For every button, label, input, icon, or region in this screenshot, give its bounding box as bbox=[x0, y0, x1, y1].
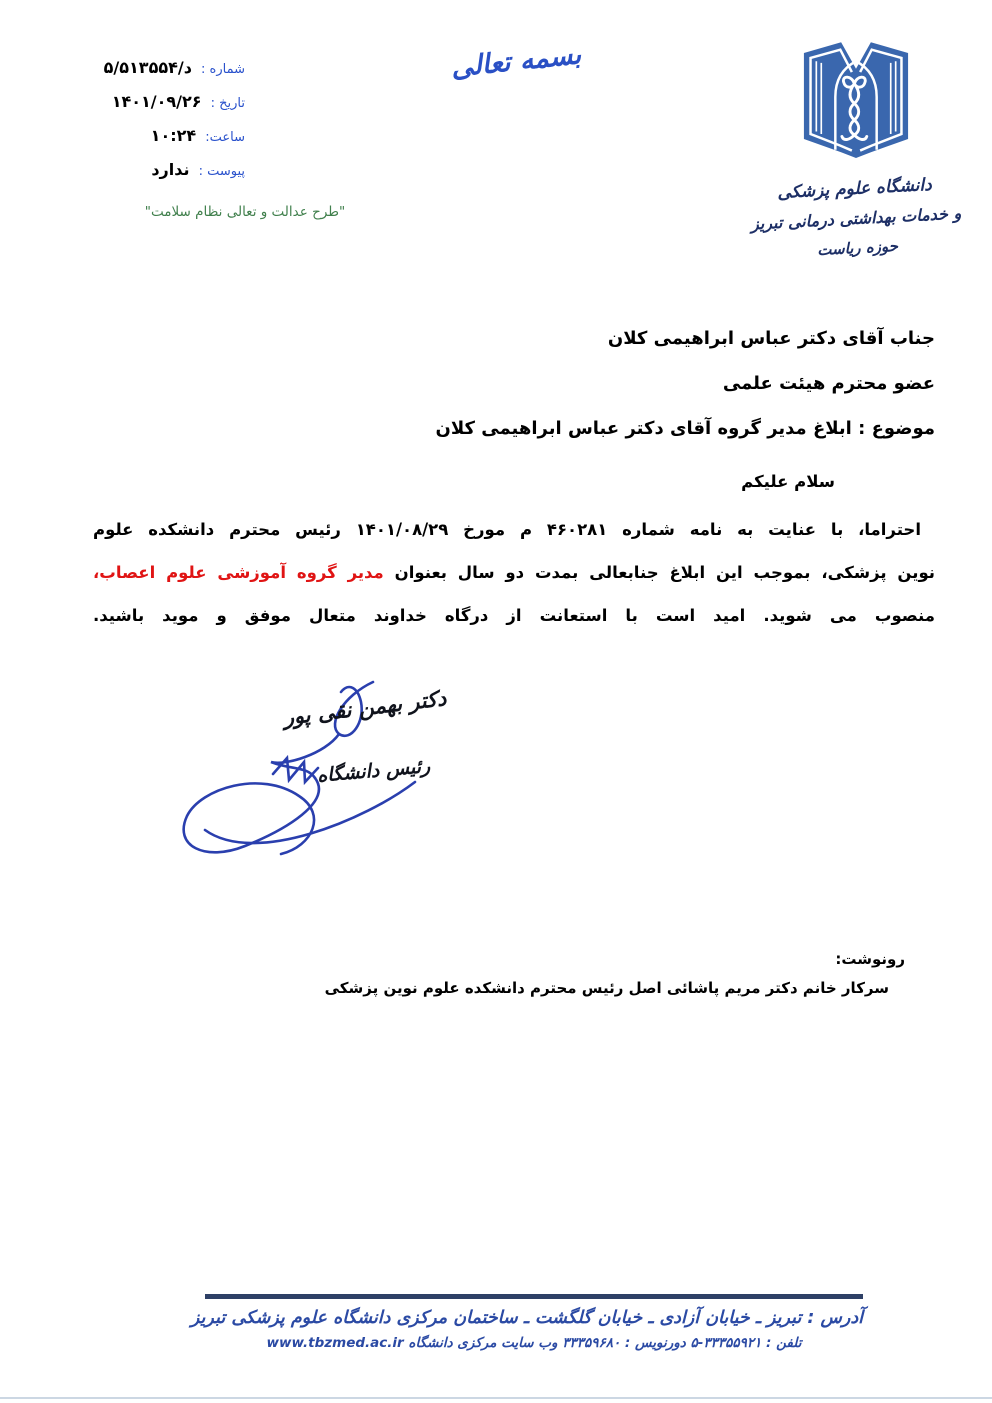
meta-date-value: ۱۴۰۱/۰۹/۲۶ bbox=[111, 92, 202, 111]
meta-number-label: شماره : bbox=[201, 62, 245, 77]
meta-row-attachment bbox=[104, 154, 245, 188]
letter-meta-block bbox=[104, 52, 245, 188]
carbon-copy-block bbox=[93, 950, 905, 997]
body-line-2 bbox=[93, 551, 935, 594]
body-line-1: احتراما، با عنایت به نامه شماره ۴۶۰۲۸۱ م مورخ ۱۴۰۱/۰۸/۲۹ رئیس محترم دانشکده علوم bbox=[93, 520, 921, 539]
footer-address-line: آدرس : تبریز ـ خیابان آزادی ـ خیابان گلگشت ـ ساختمان مرکزی دانشگاه علوم پزشکی تبریز bbox=[190, 1308, 863, 1328]
university-logo-block bbox=[746, 28, 966, 262]
appointment-title-highlight: مدیر گروه آموزشی علوم اعصاب، bbox=[93, 563, 384, 582]
meta-attachment-label: پیوست : bbox=[198, 164, 245, 179]
greeting-line: سلام علیکم bbox=[741, 472, 835, 491]
meta-time-label: ساعت: bbox=[205, 130, 245, 145]
recipient-block bbox=[93, 316, 935, 451]
letter-body bbox=[93, 464, 935, 637]
meta-time-value: ۱۰:۲۴ bbox=[150, 126, 197, 145]
page-bottom-divider bbox=[0, 1397, 992, 1399]
meta-row-time bbox=[104, 120, 245, 154]
letterhead-footer bbox=[190, 1294, 863, 1351]
university-name-line1: دانشگاه علوم پزشکی bbox=[776, 175, 933, 204]
presidency-domain-line: حوزه ریاست bbox=[816, 236, 899, 260]
signer-title: رئیس دانشگاه bbox=[316, 755, 431, 787]
footer-phone-line: تلفن : ۳۳۳۵۵۹۲۱-۵ دورنویس : ۳۳۳۵۹۶۸۰ وب سایت مرکزی دانشگاه www.tbzmed.ac.ir bbox=[266, 1335, 802, 1351]
meta-number-value: ۵/د/۵۱۳۵۵۴ bbox=[103, 58, 192, 77]
recipient-name-line: جناب آقای دکتر عباس ابراهیمی کلان bbox=[607, 328, 935, 349]
footer-double-rule bbox=[205, 1294, 863, 1299]
meta-attachment-value: ندارد bbox=[151, 160, 190, 179]
subject-line: موضوع : ابلاغ مدیر گروه آقای دکتر عباس ابراهیمی کلان bbox=[435, 418, 935, 439]
health-plan-slogan: "طرح عدالت و تعالی نظام سلامت" bbox=[144, 204, 346, 220]
meta-row-date bbox=[104, 86, 245, 120]
open-book-emblem-icon bbox=[794, 28, 918, 164]
university-name-calligraphy bbox=[744, 168, 968, 267]
carbon-copy-recipient: سرکار خانم دکتر مریم پاشائی اصل رئیس محترم دانشکده علوم نوین پزشکی bbox=[324, 979, 889, 997]
signer-name: دکتر بهمن نقی پور bbox=[282, 686, 448, 730]
besmellah-calligraphy: بسمه تعالی bbox=[449, 39, 583, 84]
body-line-3: منصوب می شوید. امید است با استعانت از درگاه خداوند متعال موفق و موید باشید. bbox=[93, 606, 935, 625]
body-line-2-text: نوین پزشکی، بموجب این ابلاغ جنابعالی بمدت دو سال بعنوان bbox=[383, 563, 935, 582]
recipient-title-line: عضو محترم هیئت علمی bbox=[722, 373, 935, 394]
university-name-line2: و خدمات بهداشتی درمانی تبریز bbox=[750, 203, 962, 234]
carbon-copy-label: رونوشت: bbox=[835, 950, 905, 968]
meta-date-label: تاریخ : bbox=[210, 96, 245, 111]
meta-row-number bbox=[104, 52, 245, 86]
signature-block bbox=[165, 670, 505, 880]
